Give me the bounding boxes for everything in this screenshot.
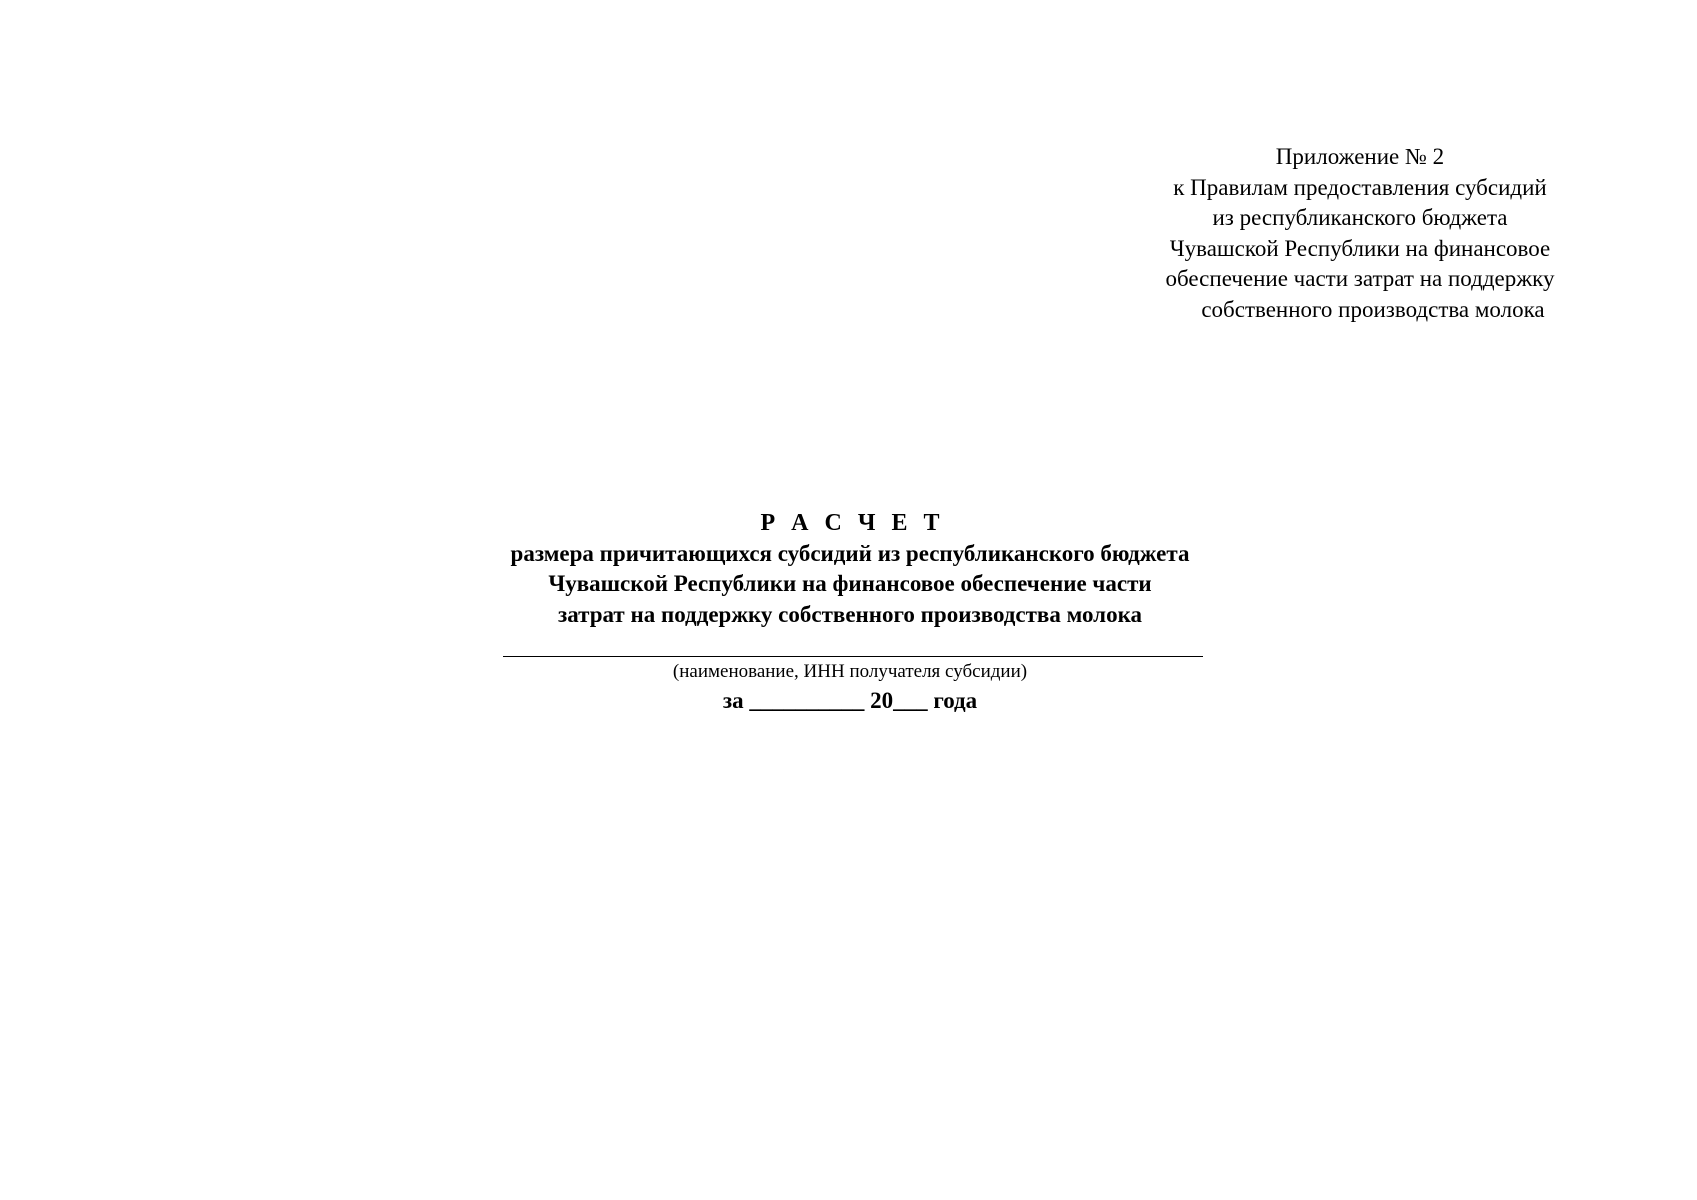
appendix-line: собственного производства молока xyxy=(1201,296,1545,322)
title-line: затрат на поддержку собственного производства молока xyxy=(558,601,1142,627)
recipient-name-underline xyxy=(503,656,1203,657)
appendix-line: из республиканского бюджета xyxy=(1212,205,1508,230)
appendix-line: Чувашской Республики на финансовое xyxy=(1169,235,1551,261)
title-line: Чувашской Республики на финансовое обеспечение части xyxy=(548,571,1152,596)
appendix-line: к Правилам предоставления субсидий xyxy=(1173,174,1547,200)
appendix-line: обеспечение части затрат на поддержку xyxy=(1165,266,1555,291)
title-heading: Р А С Ч Е Т xyxy=(760,510,945,536)
recipient-caption: (наименование, ИНН получателя субсидии) xyxy=(672,661,1028,682)
appendix-number: Приложение № 2 xyxy=(1275,144,1445,169)
title-line: размера причитающихся субсидий из республиканского бюджета xyxy=(510,540,1190,566)
document-title xyxy=(352,508,1348,630)
appendix-reference xyxy=(1110,142,1610,325)
reporting-period: за __________ 20___ года xyxy=(722,688,978,713)
